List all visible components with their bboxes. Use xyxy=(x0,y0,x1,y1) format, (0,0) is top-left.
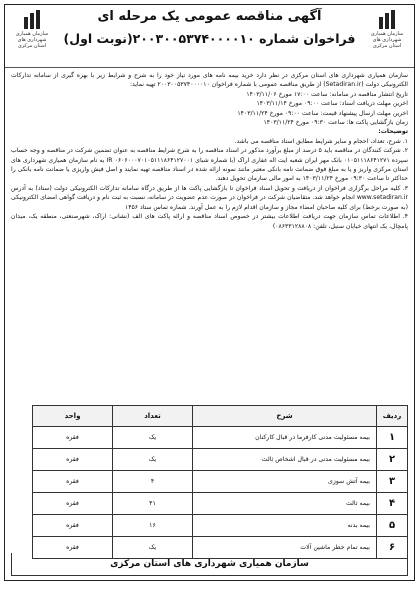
logo-caption-2: شهرداری های xyxy=(372,37,402,43)
table-row xyxy=(33,449,408,471)
logo-caption-3: استان مرکزی xyxy=(372,43,402,49)
org-emblem-icon xyxy=(376,9,398,31)
tender-notice xyxy=(4,4,415,581)
note-1: ۱. شرح، تعداد، احجام و سایر شرایط مطابق اسناد مناقصه می باشد. xyxy=(234,137,408,145)
table-header-row xyxy=(33,406,408,427)
row-qty: یک xyxy=(113,449,193,471)
logo-caption-3: استان مرکزی xyxy=(17,43,47,49)
col-row: ردیف xyxy=(377,406,408,427)
date-open: زمان بازگشایی پاکت ها: ساعت ۰۹:۳۰ مورخ ۱۴۰۳/۱۱/۲۴ xyxy=(263,119,408,127)
row-unit: فقره xyxy=(33,493,113,515)
row-qty: یک xyxy=(113,427,193,449)
row-qty: ۱۶ xyxy=(113,515,193,537)
table-row xyxy=(33,493,408,515)
row-desc: بیمه ثالث xyxy=(193,493,377,515)
notice-title: آگهی مناقصه عمومی یک مرحله ای xyxy=(97,9,322,24)
row-unit: فقره xyxy=(33,449,113,471)
logo-caption-1: سازمان همیاری xyxy=(15,31,49,37)
date-submit: اخرین مهلت ارسال پیشنهاد قیمت: ساعت ۰۹:۰۰ مورخ ۱۴۰۳/۱۱/۲۴ xyxy=(237,109,408,117)
row-desc: بیمه بدنه xyxy=(193,515,377,537)
row-number: ۲ xyxy=(377,449,408,471)
note-4: ۴. اطلاعات تماس سازمان جهت دریافت اطلاعات بیشتر در خصوص اسناد مناقصه و ارائه پاکت های الف (نشانی: اراک، شهرصنعتی، منطقه یک، میدان پامچال، یک انتهای خیابان سنبل، تلفن: ۰۸۶۳۳۱۲۸۸۰۸) xyxy=(11,213,408,230)
row-number: ۶ xyxy=(377,537,408,559)
row-unit: فقره xyxy=(33,515,113,537)
note-3: ۳. کلیه مراحل برگزاری فراخوان از دریافت و تحویل اسناد فراخوان تا بازگشایی پاکت ها از طریق درگاه سامانه تدارکات الکترونیکی دولت (ستاد) به آدرس www.setadiran.ir انجام خواهد شد. متقاضیان شرکت در فراخوان در صورت عدم عضویت در سامانه، نسبت به ثبت نام و دریافت گواهی امضای الکترونیکی (به صورت برخط) برای کلیه صاحبان امضاء مجاز و سازمان اقدام لازم را به عمل آورند. شماره تماس ستاد ۱۴۵۶ xyxy=(11,184,408,211)
col-unit: واحد xyxy=(33,406,113,427)
col-desc: شرح xyxy=(193,406,377,427)
logo-caption-2: شهرداری های xyxy=(17,37,47,43)
row-qty: ۴ xyxy=(113,471,193,493)
row-desc: بیمه آتش سوزی xyxy=(193,471,377,493)
row-qty: یک xyxy=(113,537,193,559)
notice-subtitle: فراخوان شماره ۲۰۰۳۰۰۵۳۷۴۰۰۰۰۱۰(نوبت اول) xyxy=(63,31,356,46)
row-number: ۳ xyxy=(377,471,408,493)
table-row xyxy=(33,471,408,493)
notice-header xyxy=(5,5,414,68)
notice-body xyxy=(5,68,414,231)
org-logo-right xyxy=(364,9,410,49)
row-unit: فقره xyxy=(33,537,113,559)
intro-paragraph: سازمان همیاری شهرداری های استان مرکزی در نظر دارد خرید بیمه نامه های مورد نیاز خود را به شرح و شرایط زیر با بهره گیری از سامانه تدارکات الکترونیکی دولت (Setadiran.ir) از طریق مناقصه عمومی با شماره فراخوان ۲۰۰۳۰۰۵۳۷۴۰۰۰۰۱۰ تهیه نماید: xyxy=(11,72,408,89)
row-desc: بیمه مسئولیت مدنی در قبال اشخاص ثالث xyxy=(193,449,377,471)
row-qty: ۴۱ xyxy=(113,493,193,515)
row-number: ۵ xyxy=(377,515,408,537)
row-desc: بیمه تمام خطر ماشین آلات xyxy=(193,537,377,559)
row-unit: فقره xyxy=(33,427,113,449)
logo-caption-1: سازمان همیاری xyxy=(370,31,404,37)
table-row xyxy=(33,515,408,537)
note-2: ۲. شرکت کنندگان در مناقصه باید ۵ درصد از مبلغ برآورد مذکور در اسناد مناقصه را به شرح شرایط مناقصه به عنوان تضمین شرکت در مناقصه و وجه حساب سپرده ۰۱۰۵۱۱۱۸۶۴۱۲۷۱ بانک مهر ایران شعبه ایت اله غفاری اراک (با شماره شبای IR ۰۶۰۶۰۰۰۷۰۱۰۵۱۱۱۸۶۴۱۲۷۰۰۱ به نام سازمان همیاری شهرداری های استان مرکزی واریز و یا به مبلغ فوق ضمانت نامه بانکی معتبر مانند نمونه ارائه شده در اسناد مناقصه تهیه نمایند و اصل فیش واریزی یا ضمانت نامه بانکی را حداکثر تا ساعت ۰۹:۳۰ مورخ ۱۴۰۳/۱۱/۲۴ به امور مالی سازمان تحویل دهند. xyxy=(11,147,409,183)
org-emblem-icon xyxy=(21,9,43,31)
notes-title: توضیحات: xyxy=(378,128,408,136)
row-number: ۴ xyxy=(377,493,408,515)
date-receive: اخرین مهلت دریافت اسناد: ساعت ۰۹:۰۰ مورخ ۱۴۰۳/۱۱/۱۴ xyxy=(256,100,408,108)
table-row xyxy=(33,427,408,449)
footer-org-name: سازمان همیاری شهرداری های استان مرکزی xyxy=(11,553,408,576)
col-qty: تعداد xyxy=(113,406,193,427)
date-publish: تاریخ انتشار مناقصه در سامانه: ساعت ۱۷:۰۰ مورخ ۱۴۰۳/۱۱/۰۶ xyxy=(246,90,408,98)
row-unit: فقره xyxy=(33,471,113,493)
org-logo-left xyxy=(9,9,55,49)
items-table xyxy=(32,405,408,559)
row-desc: بیمه مسئولیت مدنی کارفرما در قبال کارکنان xyxy=(193,427,377,449)
row-number: ۱ xyxy=(377,427,408,449)
